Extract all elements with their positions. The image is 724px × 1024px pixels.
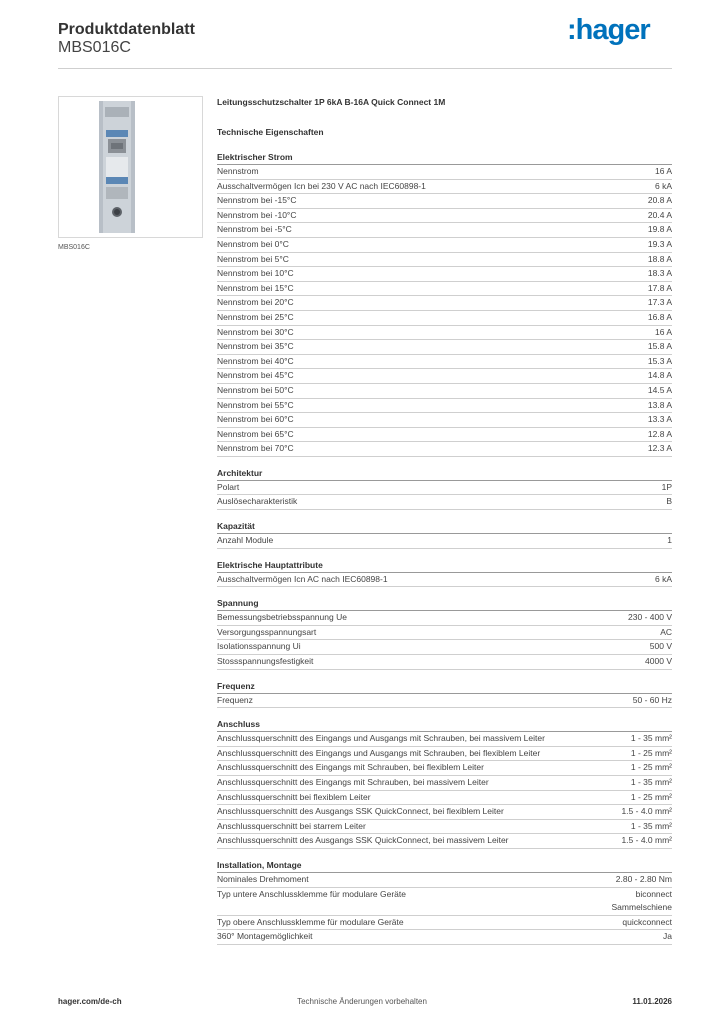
spec-label: Anschlussquerschnitt bei starrem Leiter (217, 820, 366, 831)
spec-value (648, 399, 672, 413)
hager-logo (567, 14, 650, 47)
spec-value (631, 791, 672, 805)
spec-row (217, 747, 672, 762)
spec-label: Isolationsspannung Ui (217, 641, 301, 652)
footer-website[interactable]: hager.com/de-ch (58, 997, 122, 1006)
spec-label: Ausschaltvermögen Icn AC nach IEC60898-1 (217, 573, 388, 584)
spec-label: Nennstrom bei 10°C (217, 268, 294, 279)
spec-value (645, 655, 672, 669)
spec-row (217, 930, 672, 945)
spec-sections (217, 150, 672, 945)
spec-row (217, 355, 672, 370)
spec-row (217, 413, 672, 428)
spec-section (217, 858, 672, 945)
spec-value-line: 4000 V (645, 656, 672, 667)
spec-section (217, 466, 672, 510)
spec-row (217, 282, 672, 297)
spec-label: Nennstrom bei 45°C (217, 370, 294, 381)
spec-row (217, 428, 672, 443)
spec-value (655, 165, 672, 179)
spec-value (648, 340, 672, 354)
spec-row (217, 442, 672, 457)
spec-value (648, 413, 672, 427)
spec-value-line: quickconnect (622, 916, 672, 927)
spec-value-line: AC (660, 626, 672, 637)
spec-value-line: 1 - 25 mm² (630, 762, 672, 773)
spec-label: Nennstrom bei 55°C (217, 399, 294, 410)
spec-row (217, 626, 672, 641)
spec-value-line: 20.8 A (647, 195, 672, 206)
spec-row (217, 640, 672, 655)
spec-value (648, 369, 672, 383)
spec-section (217, 596, 672, 669)
spec-label: Bemessungsbetriebsspannung Ue (217, 612, 347, 623)
spec-value (663, 930, 672, 944)
spec-value-line: 14.8 A (647, 370, 672, 381)
spec-value-line: 6 kA (654, 573, 672, 584)
spec-value (631, 776, 672, 790)
spec-label: Typ obere Anschlussklemme für modulare Geräte (217, 916, 404, 927)
spec-value-line: 1 - 35 mm² (630, 777, 672, 787)
spec-value (655, 573, 672, 587)
spec-value (648, 223, 672, 237)
spec-label: Polart (217, 481, 240, 492)
spec-value (648, 442, 672, 456)
spec-value (612, 888, 672, 915)
spec-label: Nennstrom bei 30°C (217, 326, 294, 337)
section-title: Elektrischer Strom (217, 150, 672, 165)
spec-value-line: Ja (663, 931, 672, 942)
footer-disclaimer: Technische Änderungen vorbehalten (297, 997, 427, 1006)
spec-value-line: 12.3 A (647, 443, 672, 454)
spec-row (217, 805, 672, 820)
spec-value (667, 534, 672, 548)
spec-label: Typ untere Anschlussklemme für modulare Geräte (217, 888, 406, 899)
spec-row (217, 611, 672, 626)
spec-row (217, 732, 672, 747)
header-divider (58, 68, 672, 69)
spec-label: Nennstrom bei 15°C (217, 282, 294, 293)
spec-value-line: 1.5 - 4.0 mm² (621, 835, 672, 846)
spec-label: Nennstrom bei 60°C (217, 414, 294, 425)
spec-value (648, 296, 672, 310)
spec-value (648, 282, 672, 296)
spec-value (662, 481, 672, 495)
spec-row (217, 223, 672, 238)
spec-label: Ausschaltvermögen Icn bei 230 V AC nach IEC60898-1 (217, 180, 426, 191)
spec-label: Nennstrom (217, 166, 259, 176)
spec-content (217, 96, 672, 945)
spec-row (217, 384, 672, 399)
spec-value-line: 6 kA (654, 180, 672, 191)
spec-value-line: 500 V (649, 641, 672, 652)
spec-label: Nennstrom bei -15°C (217, 195, 297, 206)
spec-value-line: 19.8 A (647, 224, 672, 235)
spec-value (655, 326, 672, 340)
spec-value-line: 17.3 A (647, 297, 672, 308)
spec-value (621, 834, 672, 848)
spec-value (648, 311, 672, 325)
spec-label: Anzahl Module (217, 535, 274, 546)
spec-value (633, 694, 672, 708)
spec-value-line: 50 - 60 Hz (632, 694, 672, 705)
spec-section (217, 150, 672, 457)
section-title: Architektur (217, 466, 672, 481)
spec-value-line: 13.8 A (647, 399, 672, 410)
spec-label: Nennstrom bei 20°C (217, 297, 294, 308)
spec-value (631, 732, 672, 746)
section-title: Elektrische Hauptattribute (217, 558, 672, 573)
spec-label: Nennstrom bei 70°C (217, 443, 294, 454)
spec-value (631, 820, 672, 834)
spec-row (217, 916, 672, 931)
spec-label: Nennstrom bei 0°C (217, 238, 289, 249)
spec-value-line: 1 - 35 mm² (630, 820, 672, 831)
spec-label: Nennstrom bei 50°C (217, 384, 294, 395)
spec-value (648, 267, 672, 281)
spec-row (217, 791, 672, 806)
spec-row (217, 820, 672, 835)
spec-value-line: 16.8 A (647, 311, 672, 322)
spec-label: Anschlussquerschnitt des Eingangs mit Schrauben, bei massivem Leiter (217, 777, 489, 787)
spec-label: Versorgungsspannungsart (217, 626, 317, 637)
spec-value (666, 495, 672, 509)
spec-row (217, 761, 672, 776)
spec-value (631, 747, 672, 761)
spec-row (217, 340, 672, 355)
spec-row (217, 194, 672, 209)
spec-value-line: 1 - 35 mm² (630, 733, 672, 744)
spec-row (217, 776, 672, 791)
spec-row (217, 694, 672, 709)
spec-value (631, 761, 672, 775)
spec-row (217, 481, 672, 496)
image-caption: MBS016C (58, 244, 90, 251)
spec-value-line: Sammelschiene (611, 902, 672, 913)
section-title: Anschluss (217, 717, 672, 732)
spec-value-line: 15.3 A (647, 355, 672, 366)
logo-text: hager (575, 14, 650, 46)
spec-value-line: 20.4 A (647, 209, 672, 220)
spec-value (622, 916, 672, 930)
footer-date: 11.01.2026 (632, 997, 672, 1006)
spec-value (655, 180, 672, 194)
spec-label: Nennstrom bei -5°C (217, 224, 292, 235)
spec-row (217, 495, 672, 510)
spec-row (217, 209, 672, 224)
product-image (58, 96, 203, 238)
spec-value-line: 1P (661, 481, 672, 492)
spec-value-line: B (666, 496, 672, 507)
section-title: Spannung (217, 596, 672, 611)
spec-row (217, 369, 672, 384)
spec-row (217, 834, 672, 849)
spec-label: Anschlussquerschnitt des Eingangs und Ausgangs mit Schrauben, bei massivem Leiter (217, 733, 545, 744)
spec-label: 360° Montagemöglichkeit (217, 931, 313, 942)
spec-label: Anschlussquerschnitt des Ausgangs SSK QuickConnect, bei flexiblem Leiter (217, 806, 504, 817)
spec-value (648, 355, 672, 369)
spec-value-line: 12.8 A (647, 428, 672, 439)
spec-section (217, 558, 672, 588)
spec-row (217, 253, 672, 268)
spec-value (648, 209, 672, 223)
spec-row (217, 873, 672, 888)
spec-value-line: 14.5 A (647, 384, 672, 395)
section-title: Installation, Montage (217, 858, 672, 873)
spec-label: Anschlussquerschnitt bei flexiblem Leiter (217, 791, 371, 802)
spec-label: Anschlussquerschnitt des Eingangs und Ausgangs mit Schrauben, bei flexiblem Leiter (217, 747, 541, 758)
spec-value (648, 253, 672, 267)
spec-row (217, 267, 672, 282)
page-title: Produktdatenblatt (58, 21, 195, 38)
spec-value (648, 238, 672, 252)
spec-section (217, 717, 672, 849)
spec-label: Nennstrom bei 65°C (217, 428, 294, 439)
spec-value-line: 19.3 A (647, 238, 672, 249)
section-title: Frequenz (217, 679, 672, 694)
spec-label: Frequenz (217, 694, 253, 705)
spec-value-line: 1.5 - 4.0 mm² (621, 806, 672, 817)
spec-value-line: 1 (667, 535, 672, 546)
spec-value-line: 17.8 A (647, 282, 672, 293)
spec-row (217, 311, 672, 326)
spec-section (217, 519, 672, 549)
spec-value (648, 428, 672, 442)
spec-row (217, 238, 672, 253)
spec-row (217, 180, 672, 195)
spec-value-line: 16 A (654, 326, 672, 337)
technical-properties-title: Technische Eigenschaften (217, 127, 324, 137)
spec-value-line: 18.3 A (647, 268, 672, 279)
spec-label: Anschlussquerschnitt des Ausgangs SSK QuickConnect, bei massivem Leiter (217, 835, 509, 846)
page-subtitle: MBS016C (58, 39, 131, 56)
spec-value-line: 18.8 A (647, 253, 672, 264)
spec-row (217, 888, 672, 916)
spec-value-line: 13.3 A (647, 414, 672, 425)
spec-value (650, 640, 672, 654)
spec-value (621, 805, 672, 819)
spec-value-line: 1 - 25 mm² (630, 747, 672, 758)
section-title: Kapazität (217, 519, 672, 534)
spec-value-line: 1 - 25 mm² (630, 791, 672, 802)
spec-value-line: 15.8 A (647, 341, 672, 352)
logo-colon: : (567, 14, 576, 46)
spec-value-line: 2.80 - 2.80 Nm (615, 873, 672, 884)
spec-label: Nennstrom bei 25°C (217, 311, 294, 322)
spec-value (628, 611, 672, 625)
spec-label: Nennstrom bei 40°C (217, 355, 294, 366)
circuit-breaker-illustration (59, 97, 202, 237)
spec-label: Nennstrom bei 35°C (217, 341, 294, 352)
spec-row (217, 655, 672, 670)
spec-value-line: 230 - 400 V (628, 612, 672, 623)
spec-value (616, 873, 672, 887)
spec-label: Nominales Drehmoment (217, 873, 309, 884)
spec-row (217, 573, 672, 588)
product-name: Leitungsschutzschalter 1P 6kA B-16A Quick Connect 1M (217, 97, 446, 107)
spec-value-line: 16 A (654, 166, 672, 176)
spec-label: Anschlussquerschnitt des Eingangs mit Schrauben, bei flexiblem Leiter (217, 762, 484, 773)
spec-row (217, 326, 672, 341)
spec-label: Stossspannungsfestigkeit (217, 656, 314, 667)
spec-section (217, 679, 672, 709)
spec-value-line: biconnect (635, 888, 672, 899)
spec-row (217, 296, 672, 311)
spec-label: Auslösecharakteristik (217, 496, 298, 507)
spec-value (660, 626, 672, 640)
spec-row (217, 534, 672, 549)
spec-row (217, 399, 672, 414)
spec-value (648, 384, 672, 398)
spec-label: Nennstrom bei 5°C (217, 253, 289, 264)
spec-row (217, 165, 672, 180)
spec-value (648, 194, 672, 208)
spec-label: Nennstrom bei -10°C (217, 209, 297, 220)
